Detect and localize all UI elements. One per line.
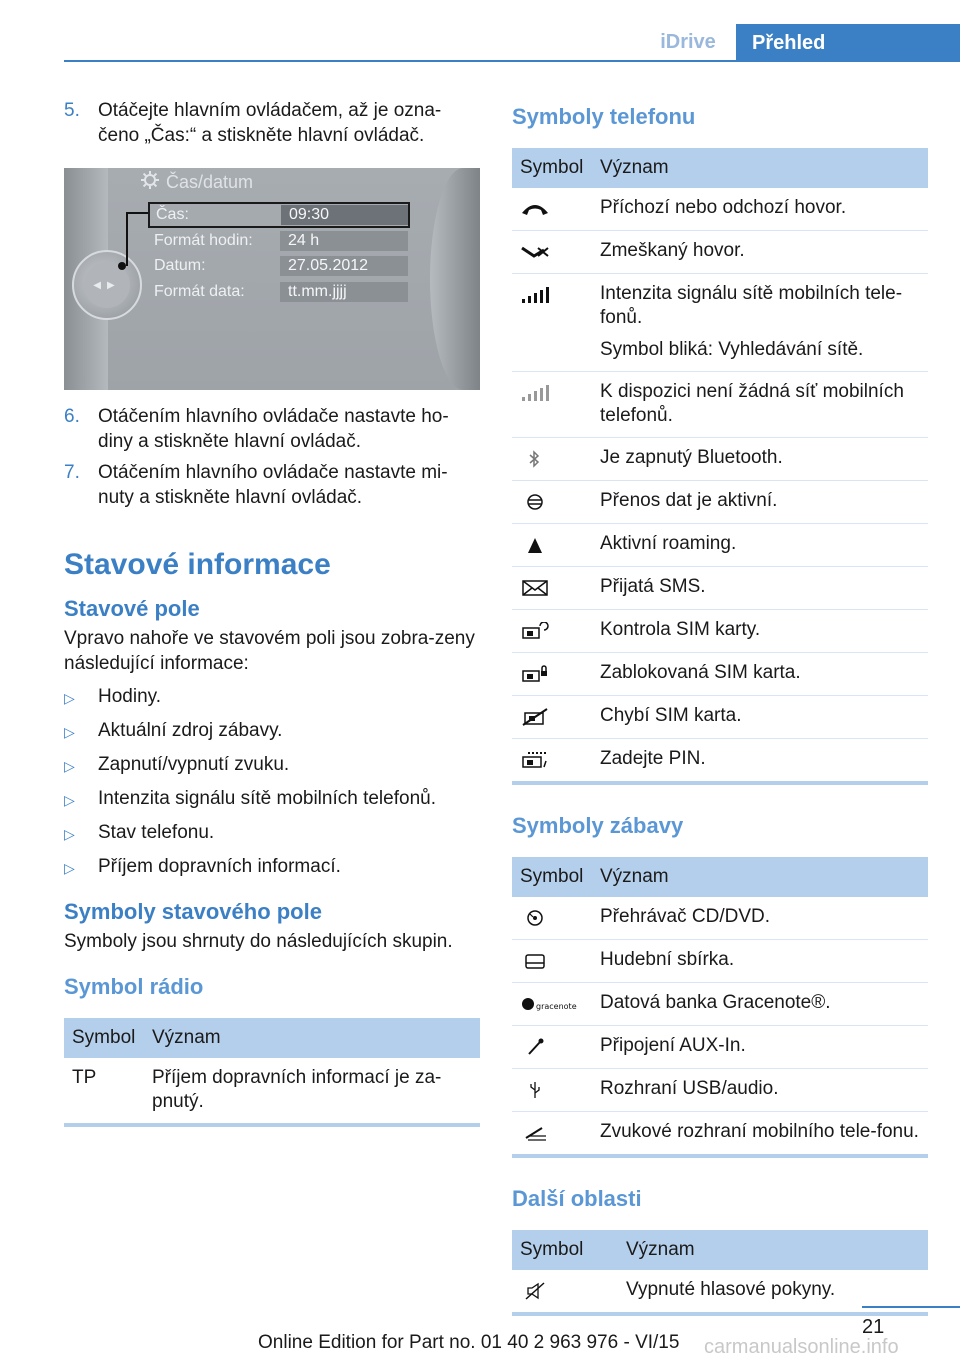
meaning-cell: K dispozici není žádná síť mobilních telefonů. [592,372,928,438]
screen-row-format-data[interactable] [148,281,410,303]
handset-icon [520,196,550,220]
aux-plug-icon [520,1034,550,1058]
table-end-rule [64,1123,480,1127]
meaning-cell: Vypnuté hlasové pokyny. [626,1279,836,1300]
cd-icon [520,905,550,929]
table-row [512,653,928,696]
list-item-text: Příjem dopravních informací. [98,856,341,877]
table-header [64,1018,480,1058]
controller-arrows-icon: ◀▶ [84,262,130,308]
music-collection-icon [520,948,550,972]
table-row [512,524,928,567]
pointer-line [126,212,148,214]
meaning-cell: Příjem dopravních informací je za‐pnutý. [152,1067,442,1112]
paragraph: Vpravo nahoře ve stavovém poli jsou zobra‐zeny následující informace: [64,628,475,674]
row-value: tt.mm.jjjj [280,282,408,302]
meaning-cell: Datová banka Gracenote®. [592,983,928,1026]
screen-title-text: Čas/datum [166,172,254,192]
meaning-extra: Symbol bliká: Vyhledávání sítě. [600,339,864,360]
meaning-cell: Příchozí nebo odchozí hovor. [592,188,928,231]
table-title: Symboly zábavy [512,813,684,838]
entertainment-symbols-table [512,857,928,1154]
column-header-meaning: Význam [592,148,928,188]
screen-row-cas[interactable] [148,202,410,228]
section-title: Stavové informace [64,548,331,581]
meaning-cell: Hudební sbírka. [592,940,928,983]
meaning-cell: Rozhraní USB/audio. [592,1069,928,1112]
meaning-cell: Připojení AUX-In. [592,1026,928,1069]
step-6 [64,404,480,454]
idrive-screenshot [64,168,480,390]
list-item [64,718,480,745]
list-item [64,684,480,711]
step-7 [64,460,480,510]
sim-check-icon [520,618,550,642]
right-column [512,98,928,1316]
screen-row-format-hodin[interactable] [148,230,410,252]
table-title: Symbol rádio [64,974,204,999]
row-value: 27.05.2012 [280,256,408,276]
subsection-title: Stavové pole [64,596,200,621]
table-row [512,1069,928,1112]
paragraph: Symboly jsou shrnuty do následujících skupin. [64,931,453,952]
table-row [512,983,928,1026]
pointer-dot [118,262,126,270]
column-header-symbol: Symbol [512,1230,618,1270]
sms-envelope-icon [520,575,550,599]
meaning-text: Intenzita signálu sítě mobilních tele‐fonů. [600,283,903,328]
row-label: Formát hodin: [154,232,253,249]
table-row [512,1026,928,1069]
meaning-cell: Přijatá SMS. [592,567,928,610]
list-item-text: Stav telefonu. [98,822,215,843]
table-row [512,188,928,231]
header-rule [64,60,960,62]
triangle-bullet-icon: ▷ [64,690,75,706]
list-item-text: Aktuální zdroj zábavy. [98,720,283,741]
step-text: Otáčením hlavního ovládače nastavte ho‐diny a stiskněte hlavní ovládač. [98,406,449,452]
list-item [64,752,480,779]
footer-rule [862,1306,960,1308]
voice-off-icon [520,1278,550,1302]
left-column [64,98,480,1127]
page-number: 21 [862,1316,885,1338]
header-tab-prehled[interactable]: Přehled [736,24,960,62]
table-row [512,481,928,524]
roaming-icon [520,532,550,556]
symbol-cell: TP [72,1067,97,1088]
list-item [64,854,480,881]
usb-icon [520,1077,550,1101]
list-item [64,820,480,847]
column-header-meaning: Význam [618,1230,928,1270]
table-row [512,567,928,610]
table-row [512,739,928,782]
table-header [512,857,928,897]
status-bullet-list [64,684,480,881]
table-row [512,610,928,653]
meaning-cell: Je zapnutý Bluetooth. [592,438,928,481]
meaning-cell: Zadejte PIN. [600,748,706,769]
missed-call-icon [520,239,550,263]
screen-row-datum[interactable] [148,255,410,277]
svg-text:gracenote: gracenote [536,1002,577,1012]
table-row [512,1112,928,1155]
other-symbols-table [512,1230,928,1312]
step-text: Otáčením hlavního ovládače nastavte mi‐nuty a stiskněte hlavní ovládač. [98,462,448,508]
column-header-symbol: Symbol [512,148,592,188]
column-header-symbol: Symbol [64,1018,144,1058]
radio-symbols-table [64,1018,480,1123]
bluetooth-icon [520,446,550,470]
subsection-title: Symboly stavového pole [64,899,322,924]
column-header-meaning: Význam [592,857,928,897]
triangle-bullet-icon: ▷ [64,860,75,876]
triangle-bullet-icon: ▷ [64,758,75,774]
meaning-cell: Aktivní roaming. [592,524,928,567]
meaning-cell: Zvukové rozhraní mobilního tele‐fonu. [600,1121,919,1142]
sim-locked-icon [520,661,550,685]
table-end-rule [512,781,928,785]
triangle-bullet-icon: ▷ [64,724,75,740]
table-title: Symboly telefonu [512,104,696,129]
meaning-cell: Kontrola SIM karty. [592,610,928,653]
table-row [512,940,928,983]
row-label: Datum: [154,257,206,274]
column-header-meaning: Význam [144,1018,480,1058]
table-title: Další oblasti [512,1186,642,1211]
row-value: 09:30 [281,205,408,225]
row-label: Formát data: [154,283,245,300]
table-row [512,274,928,372]
table-header [512,148,928,188]
meaning-cell: Chybí SIM karta. [592,696,928,739]
phone-symbols-table [512,148,928,781]
step-5 [64,98,480,148]
list-item-text: Intenzita signálu sítě mobilních telefonů. [98,788,436,809]
step-number: 5. [64,100,80,121]
screen-bezel-right [430,168,480,390]
phone-audio-icon [520,1120,550,1144]
meaning-cell [592,274,928,372]
list-item-text: Zapnutí/vypnutí zvuku. [98,754,290,775]
row-label: Čas: [156,206,189,223]
meaning-cell: Přenos dat je aktivní. [592,481,928,524]
table-header [512,1230,928,1270]
list-item-text: Hodiny. [98,686,162,707]
header-tab-idrive[interactable]: iDrive [660,31,716,53]
screen-title [140,170,253,195]
table-row [512,231,928,274]
list-item [64,786,480,813]
step-text: Otáčejte hlavním ovládačem, až je ozna‐čeno „Čas:“ a stiskněte hlavní ovládač. [98,100,442,146]
no-signal-icon [520,380,550,404]
meaning-cell: Zablokovaná SIM karta. [592,653,928,696]
table-row [512,438,928,481]
edition-note: Online Edition for Part no. 01 40 2 963 976 - VI/15 [258,1332,680,1353]
table-row [64,1058,480,1123]
table-end-rule [512,1154,928,1158]
column-header-symbol: Symbol [512,857,592,897]
gear-icon [140,170,160,195]
watermark: carmanualsonline.info [704,1336,899,1358]
table-row [512,696,928,739]
gracenote-icon [520,991,580,1015]
meaning-cell: Přehrávač CD/DVD. [592,897,928,940]
data-transfer-icon [520,489,550,513]
step-number: 6. [64,406,80,427]
table-row [512,897,928,940]
row-value: 24 h [280,231,408,251]
sim-missing-icon [520,704,550,728]
signal-bars-icon [520,282,550,306]
sim-pin-icon [520,747,550,771]
pointer-line [126,214,128,266]
step-number: 7. [64,462,80,483]
triangle-bullet-icon: ▷ [64,826,75,842]
triangle-bullet-icon: ▷ [64,792,75,808]
meaning-cell: Zmeškaný hovor. [592,231,928,274]
table-row [512,372,928,438]
